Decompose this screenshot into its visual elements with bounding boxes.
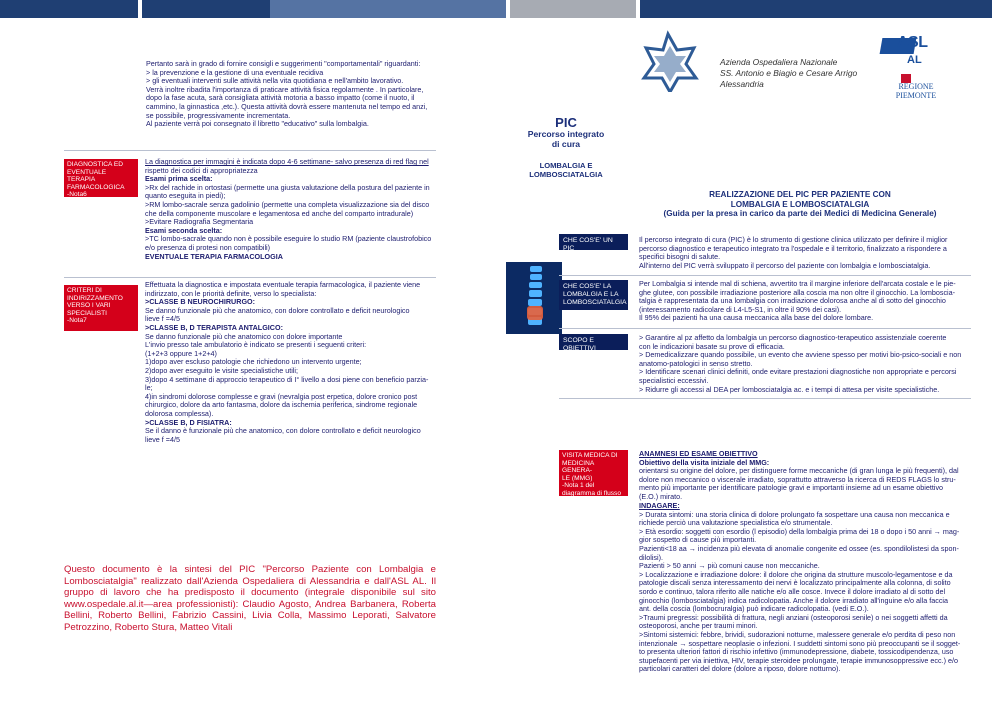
intro-line: dopo la fase acuta, sarà consigliata attività motoria a basso impatto (come il nuoto, il (146, 93, 415, 103)
crit-line: L'invio presso tale ambulatorio è indicato se presenti i seguenti criteri: (145, 340, 367, 350)
indag-line: Pazienti > 50 anni → più comuni cause non meccaniche. (639, 561, 820, 571)
indag-line: stupefacenti per via iniettiva, HIV, terapie steroidee prolungate, terapie immunosoppressive ecc.) e/o (639, 655, 958, 665)
hosp-line: Azienda Ospedaliera Nazionale (720, 57, 838, 67)
indag-line: to presenta ulteriori fattori di rischio infettivo (immunodepressione, diabete, tossicodipendenza, uso (639, 647, 954, 657)
crit-line: dolorosa complessa). (145, 408, 214, 418)
divider (64, 150, 436, 151)
criteria-text (145, 281, 440, 444)
indag-line: gior sospetto di cause più importanti. (639, 535, 757, 545)
crit-line: >CLASSE B, D TERAPISTA ANTALGICO: (145, 322, 283, 332)
indag-line: ant. della coscia (lombocruralgia) può indicare radicolopatia. (vedi E.O.). (639, 604, 869, 614)
asl-sub-text: AL (907, 54, 922, 66)
box1-line: FARMACOLOGICA (67, 183, 125, 191)
pic-topic (516, 161, 616, 179)
box1-line: EVENTUALE TERAPIA (67, 168, 107, 184)
diagnostics-text (145, 158, 440, 261)
p1-line: Il percorso integrato di cura (PIC) è lo strumento di gestione clinica utilizzato per definire il miglior (639, 235, 948, 244)
lab2-line: CHE COS'E' LA (563, 283, 612, 290)
box3-line: diagramma di flusso (562, 489, 622, 497)
diag-line: Esami seconda scelta: (145, 225, 223, 235)
divider (559, 275, 971, 276)
section-label-visita (559, 450, 628, 496)
box2-line: -Nota7 (67, 317, 87, 325)
hospital-logo-icon (636, 30, 716, 92)
indag-line: patologie discali senza interessamento dei nervi è localizzato principalmente alla colonna, di solito (639, 578, 951, 588)
intro-line: Al paziente verrà poi consegnato il libretto "educativo" sulla lombalgia. (146, 119, 369, 129)
crit-line: lieve f =4/5 (145, 314, 180, 324)
hospital-name (720, 57, 857, 90)
label-what-is-lombalgia (559, 280, 628, 310)
anamnesis-text (639, 450, 969, 502)
pic-subtitle (516, 130, 616, 149)
top-color-bar (0, 0, 992, 18)
bar-segment (636, 0, 992, 18)
crit-line: Se il danno è funzionale più che anatomico, con dolore controllato e deficit neurologico (145, 426, 421, 436)
crit-line: chirurgico, dolore da arto fantasma, dolore da ischemia periferica, sindrome regionale (145, 400, 418, 410)
hosp-line: SS. Antonio e Biagio e Cesare Arrigo (720, 68, 858, 78)
crit-line: le; (145, 383, 153, 393)
crit-line: >CLASSE B, D FISIATRA: (145, 417, 232, 427)
indag-line: richiede perciò una valutazione specialistica e/o strumentale. (639, 518, 833, 528)
p2-line: Il 95% dei pazienti ha una causa meccanica alla base del dolore lombare. (639, 313, 874, 323)
section-label-diagnostica (64, 159, 138, 197)
p3-line: anatomo-patologici in senso stretto. (639, 358, 753, 368)
label-what-is-pic: CHE COS'E' UN PIC (559, 234, 628, 250)
intro-paragraph (146, 60, 436, 129)
indag-line: INDAGARE: (639, 501, 680, 510)
hosp-line: Alessandria (720, 79, 764, 89)
asl-text: ASL (897, 34, 928, 51)
indag-line: osteoporosi, anche per traumi minori. (639, 621, 758, 631)
crit-line: Se danno funzionale più che anatomico con dolore importante (145, 331, 343, 341)
spine-image-icon (506, 262, 562, 334)
diag-line: La diagnostica per immagini è indicata dopo 4-6 settimane- salvo presenza di red flag nel (145, 157, 429, 166)
crit-line: 3)dopo 4 settimane di approccio terapeutico di I° livello a dosi piene con beneficio parzia- (145, 374, 429, 384)
diag-line: EVENTUALE TERAPIA FARMACOLOGIA (145, 251, 283, 261)
bar-gap (138, 0, 142, 18)
p3-line: > Demedicalizzare quando possibile, un evento che avviene spesso per motivi bio-psico-sociali e non (639, 350, 962, 360)
asl-logo (877, 32, 937, 98)
bar-gap (506, 0, 510, 18)
cover-title-block (516, 116, 616, 179)
diag-line: Esami prima scelta: (145, 174, 213, 184)
box3-line: LE (MMG) (562, 474, 593, 482)
box1-line: -Nota6 (67, 191, 87, 199)
box2-line: SPECIALISTI (67, 309, 107, 317)
section-label-criteri (64, 285, 138, 331)
p1-line: All'interno del PIC verrà sviluppato il percorso del paziente con lombalgia e lombosciatalgia. (639, 260, 931, 270)
box2-line: VERSO I VARI (67, 302, 111, 310)
indag-line: > Età esordio: soggetti con esordio (l episodio) della lombalgia prima dei 18 o dopo i 50 anni → mag- (639, 526, 960, 536)
lab2-line: LOMBALGIA E LA (563, 291, 619, 298)
diag-line: rispetto dei codici di appropriatezza (145, 165, 258, 175)
goals-list (639, 334, 969, 394)
lombalgia-definition (639, 280, 969, 323)
intro-line: > la prevenzione e la gestione di una eventuale recidiva (146, 67, 324, 77)
right-title (640, 190, 960, 219)
bar-gap (636, 0, 640, 18)
anam-line: (E.O.) mirato. (639, 491, 683, 501)
divider (559, 398, 971, 399)
indag-line: >Sintomi sistemici: febbre, brividi, sudorazioni notturne, malessere generale e/o perdita di peso non (639, 629, 956, 639)
intro-line: se possibile, progressivamente incrementata. (146, 110, 291, 120)
region-line: REGIONE (898, 82, 934, 91)
anam-line: ANAMNESI ED ESAME OBIETTIVO (639, 449, 758, 458)
intro-line: Verrà inoltre ribadita l'importanza di praticare attività fisica regolarmente . In particolare, (146, 84, 424, 94)
intro-line: cammino, la ginnastica ,etc.). Questa attività dovrà essere mantenuta nel tempo ed anzi, (146, 101, 428, 111)
box1-line: DIAGNOSTICA ED (67, 161, 124, 168)
anam-line: Obiettivo della visita iniziale del MMG: (639, 457, 770, 467)
diag-line: >RM lombo-sacrale senza gadolinio (permette una completa visualizzazione sia del disco (145, 199, 430, 209)
anam-line: dolore non meccanico o viscerale irradiato, soprattutto attraverso la ricerca di REDS FLAGS lo stru- (639, 474, 956, 484)
diag-line: >Rx del rachide in ortostasi (permette una giusta valutazione della postura del paziente in (145, 182, 430, 192)
p3-line: > Ridurre gli accessi al DEA per lombosciatalgia ac. e i tempi di attesa per visite specialistiche. (639, 384, 940, 394)
p1-line: specifici bisogni di salute. (639, 252, 721, 262)
divider (64, 277, 436, 278)
crit-line: indirizzato, con le priorità definite, verso lo specialista: (145, 288, 317, 298)
region-name (889, 83, 943, 100)
indag-line: intenzionale → sospettare neoplasie o infezioni. I suddetti sintomi sono più preoccupanti se il sogget- (639, 638, 961, 648)
box3-line: -Nota 1 del (562, 482, 595, 490)
diag-line: >TC lombo-sacrale quando non è possibile eseguire lo studio RM (paziente claustrofobico (145, 234, 432, 244)
diag-line: quanto eseguita in piedi); (145, 191, 226, 201)
p3-line: con le indicazioni basate su prove di efficacia. (639, 341, 785, 351)
crit-line: >CLASSE B NEUROCHIRURGO: (145, 297, 256, 307)
crit-line: lieve f =4/5 (145, 434, 180, 444)
box3-line: VISITA MEDICA DI (562, 452, 618, 459)
indag-line: Pazienti<18 aa → incidenza più elevata di anomalie congenite ed ossee (es. spondilolistesi da spon- (639, 543, 959, 553)
intro-line: Pertanto sarà in grado di fornire consigli e suggerimenti "comportamentali" riguardanti: (146, 59, 421, 68)
indagare-text (639, 502, 969, 674)
intro-line: > gli eventuali interventi sulle attività nella vita quotidiana e nell'ambito lavorativo. (146, 76, 404, 86)
diag-line: che della componente muscolare e legamentosa ed anche del comparto intradurale) (145, 208, 414, 218)
p2-line: Per Lombalgia si intende mal di schiena, avvertito tra il margine inferiore dell'arcata costale e le pie- (639, 279, 956, 288)
indag-line: sordo e continuo, talora riferito alle natiche e/o alle cosce. Invece il dolore irradiato al di sotto del (639, 586, 946, 596)
rtitle-line: (Guida per la presa in carico da parte dei Medici di Medicina Generale) (663, 209, 937, 219)
crit-line: 1)dopo aver escluso patologie che richiedono un intervento urgente; (145, 357, 362, 367)
pic-definition (639, 236, 969, 270)
credits-text: Questo documento è la sintesi del PIC "Percorso Paziente con Lombalgia e Lombosciatalgia" realizzato dall'Azienda Ospedaliera di Alessandria e dall'ASL AL. Il gruppo di lavoro che ha predisposto il documento (integrale disponibile sul sito www.ospedale.al.it—area professionisti): Claudio Agosto, Andrea Barbanera, Roberta Bellini, Roberto Bellini, Fabrizio Cassini, Livia Colla, Massimo Leporati, Salvatore Petrozzino, Roberto Stura, Matteo Vitali (64, 564, 436, 633)
indag-line: >Traumi pregressi: possibilità di frattura, negli anziani (osteoporosi senile) o nei soggetti affetti da (639, 612, 948, 622)
box2-line: INDIRIZZAMENTO (67, 294, 123, 302)
crit-line: 2)dopo aver eseguito le visite specialistiche utili; (145, 365, 299, 375)
indag-line: > Durata sintomi: una storia clinica di dolore prolungato fa sospettare una causa non meccanica e (639, 509, 950, 519)
rtitle-line: REALIZZAZIONE DEL PIC PER PAZIENTE CON (709, 190, 891, 199)
p3-line: > Garantire al pz affetto da lombalgia un percorso diagnostico-terapeutico assistenziale coerente (639, 333, 947, 342)
bar-segment (506, 0, 636, 18)
p2-line: ghe glutee, con possibile irradiazione posteriore alla coscia ma non oltre il ginocchio. La lombosciа- (639, 287, 956, 297)
crit-line: 4)in sindromi dolorose complesse e gravi (nevralgia post erpetica, dolore cronico post (145, 391, 418, 401)
p2-line: talgia è rappresentata da una lombalgia con irradiazione dolorosa anche al di sotto del ginocchio (639, 296, 946, 306)
indag-line: particolari caratteri del dolore (dolore a riposo, dolore notturno). (639, 664, 841, 674)
box3-line: MEDICINA GENERA- (562, 459, 594, 475)
p2-line: (interessamento radicolare di L4-L5-S1, in oltre il 90% dei casi). (639, 304, 842, 314)
picsub-line: Percorso integrato (527, 129, 605, 139)
crit-line: (1+2+3 oppure 1+2+4) (145, 348, 217, 358)
lab2-line: LOMBOSCIATALGIA (563, 299, 627, 306)
anam-line: orientarsi su origine del dolore, per distinguere forme meccaniche (di gran lunga le più frequenti), dal (639, 466, 959, 476)
p3-line: specialistici eccessivi. (639, 375, 709, 385)
divider (559, 328, 971, 329)
diag-line: e/o presenza di protesi non compatibili) (145, 242, 271, 252)
anam-line: mento più importante per identificare patologie gravi e importanti insieme ad un esame obiettivo (639, 483, 944, 493)
topic-line: LOMBOSCIATALGIA (529, 170, 603, 180)
pic-title: PIC (555, 115, 577, 130)
indag-line: dilolisi). (639, 552, 663, 562)
bar-segment (0, 0, 270, 18)
crit-line: Se danno funzionale più che anatomico, con dolore controllato e deficit neurologico (145, 305, 410, 315)
p3-line: > Identificare scenari clinici definiti, onde evitare prestazioni diagnostiche non appropriate e percorsi (639, 367, 957, 377)
indag-line: > Localizzazione e irradiazione dolore: il dolore che origina da strutture muscolo-legamentose e da (639, 569, 953, 579)
p1-line: percorso diagnostico e terapeutico integrato tra l'ospedale e il territorio, finalizzato a rispondere a (639, 243, 947, 253)
topic-line: LOMBALGIA E (539, 161, 593, 171)
rtitle-line: LOMBALGIA E LOMBOSCIATALGIA (730, 199, 870, 209)
label-scopo: SCOPO E OBIETTIVI (559, 334, 628, 350)
region-line: PIEMONTE (895, 90, 937, 100)
box2-line: CRITERI DI (67, 287, 102, 294)
crit-line: Effettuata la diagnostica e impostata eventuale terapia farmacologica, il paziente viene (145, 280, 421, 289)
picsub-line: di cura (551, 138, 581, 149)
diag-line: >Evitare Radiografia Segmentaria (145, 217, 254, 227)
indag-line: ginocchio (lombosciatalgia) indica radicolopatia. Anche il dolore irradiato all'inguine e/o alla faccia (639, 595, 949, 605)
bar-segment (270, 0, 506, 18)
